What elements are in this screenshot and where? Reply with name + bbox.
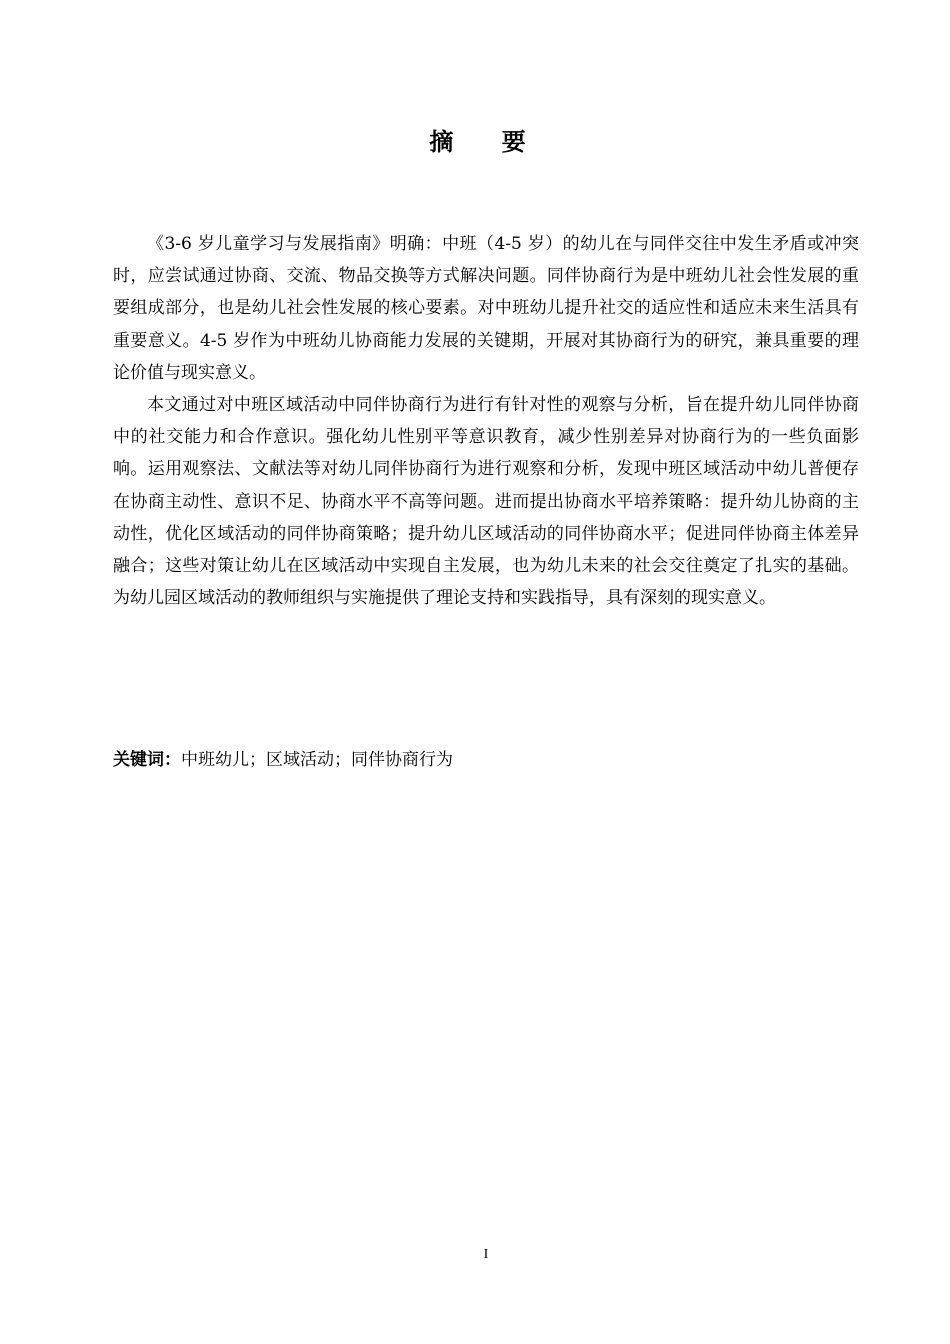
abstract-paragraph-1: 《3-6 岁儿童学习与发展指南》明确：中班（4-5 岁）的幼儿在与同伴交往中发生矛盾或冲突时，应尝试通过协商、交流、物品交换等方式解决问题。同伴协商行为是中班幼儿社会性发展的重要组成部分，也是幼儿社会性发展的核心要素。对中班幼儿提升社交的适应性和适应未来生活具有重要意义。4-5 岁作为中班幼儿协商能力发展的关键期，开展对其协商行为的研究，兼具重要的理论价值与现实意义。 (113, 234, 859, 383)
abstract-paragraph-2: 本文通过对中班区域活动中同伴协商行为进行有针对性的观察与分析，旨在提升幼儿同伴协商中的社交能力和合作意识。强化幼儿性别平等意识教育，减少性别差异对协商行为的一些负面影响。运用观察法、文献法等对幼儿同伴协商行为进行观察和分析，发现中班区域活动中幼儿普便存在协商主动性、意识不足、协商水平不高等问题。进而提出协商水平培养策略：提升幼儿协商的主动性，优化区域活动的同伴协商策略；提升幼儿区域活动的同伴协商水平；促进同伴协商主体差异融合；这些对策让幼儿在区域活动中实现自主发展，也为幼儿未来的社会交往奠定了扎实的基础。为幼儿园区域活动的教师组织与实施提供了理论支持和实践指导，具有深刻的现实意义。 (113, 395, 859, 609)
abstract-body (113, 228, 859, 614)
page-number: I (483, 1247, 489, 1262)
abstract-title: 摘 要 (429, 128, 546, 156)
keywords-list: 中班幼儿；区域活动；同伴协商行为 (181, 750, 453, 770)
keywords-line (113, 744, 859, 776)
keywords-label: 关键词： (113, 750, 181, 770)
